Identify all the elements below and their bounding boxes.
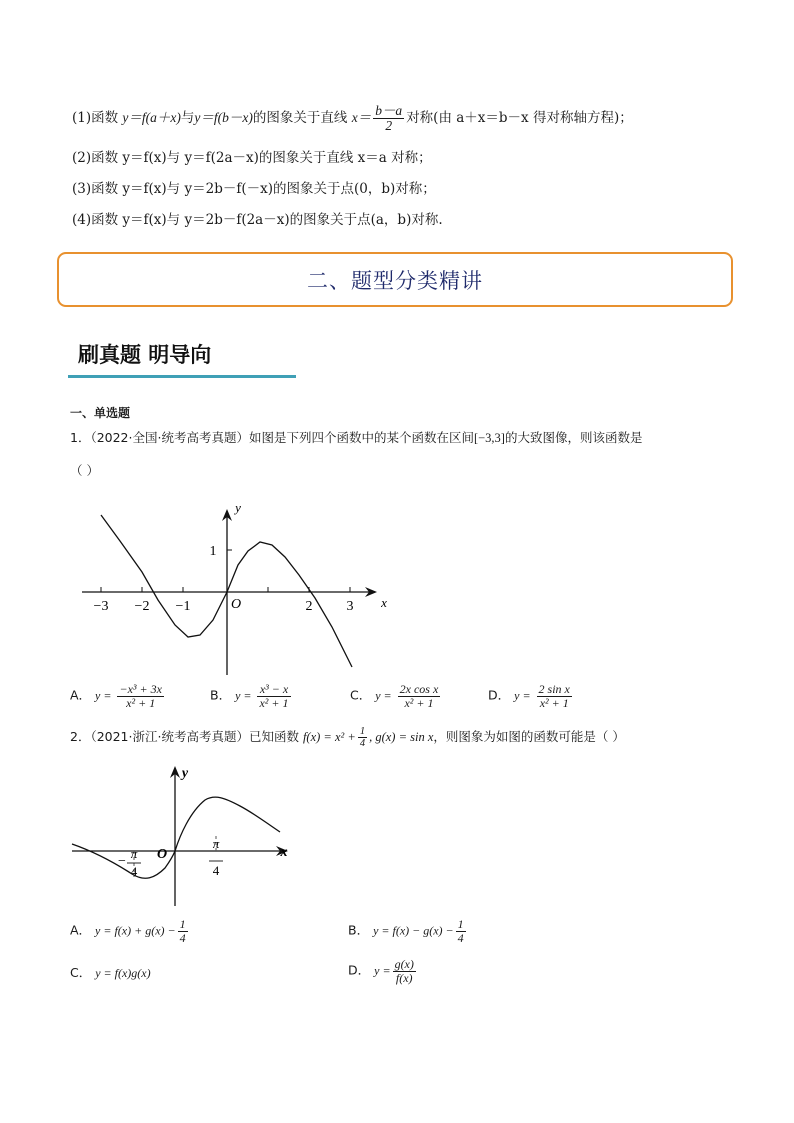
q2-x-label: x: [280, 845, 288, 860]
option-fraction: [456, 918, 466, 944]
q1-x-label: x: [381, 595, 387, 610]
fraction-numerator: x³ − x: [257, 683, 290, 697]
property-1-end: 对称(由 a＋x＝b－x 得对称轴方程)；: [406, 110, 633, 127]
option-expr: y =: [374, 963, 391, 978]
property-1-prefix: (1)函数: [72, 110, 119, 127]
q2-neg-tick-num: π: [130, 846, 138, 861]
option-expr: y = f(x) − g(x) −: [373, 923, 454, 938]
option-label: A．: [70, 922, 92, 938]
q1-interval: [−3,3]: [473, 431, 505, 445]
option-fraction: [393, 958, 416, 984]
q2-g-definition: , g(x) = sin x: [369, 730, 434, 745]
option-fraction: [117, 683, 163, 709]
q1-tick-label: −2: [134, 599, 150, 614]
q2-origin-label: O: [156, 847, 168, 862]
q2-option-d[interactable]: [348, 958, 418, 984]
banner-title: 二、题型分类精讲: [307, 268, 483, 293]
option-lhs: y =: [375, 688, 392, 703]
option-label: D．: [488, 687, 511, 703]
q2-graph: [70, 760, 300, 910]
property-1-x-eq: x＝: [351, 110, 372, 126]
fraction-denominator: 4: [359, 738, 366, 750]
q2-neg-tick-den: 4: [130, 864, 138, 879]
option-fraction: [257, 683, 290, 709]
option-label: B．: [348, 922, 370, 938]
q2-f-fraction: [358, 726, 367, 749]
fraction-denominator: x² + 1: [126, 695, 156, 710]
fraction-denominator: f(x): [395, 970, 413, 985]
fraction-numerator: 1: [359, 726, 366, 737]
property-1: [72, 104, 633, 133]
option-fraction: [398, 683, 441, 709]
option-label: B．: [210, 687, 232, 703]
option-label: C．: [70, 965, 92, 980]
option-lhs: y =: [235, 688, 252, 703]
property-2: (2)函数 y＝f(x)与 y＝f(2a－x)的图象关于直线 x＝a 对称；: [72, 150, 432, 166]
option-label: D．: [348, 962, 371, 978]
question-1-stem: [70, 428, 642, 446]
fraction-denominator: x² + 1: [404, 695, 434, 710]
property-1-expr-b: y＝f(b－x): [194, 110, 253, 126]
section-underline: [68, 375, 296, 378]
fraction-numerator: 1: [179, 917, 186, 931]
option-label: A．: [70, 687, 92, 703]
q2-f-definition: f(x) = x² +: [302, 730, 356, 745]
property-3: (3)函数 y＝f(x)与 y＝2b－f(－x)的图象关于点(0，b)对称；: [72, 181, 436, 197]
fraction-denominator: 4: [179, 930, 186, 945]
fraction-numerator: g(x): [394, 957, 414, 971]
question-type-heading: 一、单选题: [70, 406, 131, 420]
q2-stem-end: ，则图象为如图的函数可能是（ ）: [433, 729, 625, 745]
q1-stem-end: 的大致图像，则该函数是: [504, 430, 643, 445]
q1-option-b[interactable]: [210, 683, 293, 709]
option-label: C．: [350, 687, 372, 703]
question-2-stem: [70, 726, 625, 749]
q1-stem-text: 1．（2022·全国·统考高考真题）如图是下列四个函数中的某个函数在区间: [70, 430, 474, 445]
option-fraction: [537, 683, 572, 709]
option-expr: y = f(x) + g(x) −: [95, 923, 176, 938]
fraction-numerator: −x³ + 3x: [119, 682, 162, 696]
q1-answer-paren: （ ）: [70, 463, 99, 478]
q1-tick-label: −3: [93, 599, 109, 614]
q1-option-d[interactable]: [488, 683, 574, 709]
fraction-numerator: 2 sin x: [538, 682, 570, 696]
property-1-tail: 的图象关于直线: [252, 110, 348, 127]
option-expr: y = f(x)g(x): [95, 966, 151, 980]
q2-y-label: y: [181, 766, 189, 781]
section-banner: [57, 252, 733, 307]
q1-tick-label: 3: [346, 599, 354, 614]
property-4: (4)函数 y＝f(x)与 y＝2b－f(2a－x)的图象关于点(a，b)对称.: [72, 212, 443, 228]
property-1-fraction: [373, 104, 404, 133]
q1-graph: [70, 495, 400, 680]
property-1-expr-a: y＝f(a＋x): [122, 110, 181, 126]
fraction-denominator: 4: [457, 930, 464, 945]
fraction-numerator: 1: [457, 917, 464, 931]
q2-pos-tick-den: 4: [212, 863, 220, 878]
q1-origin-label: O: [230, 597, 242, 612]
q1-option-c[interactable]: [350, 683, 442, 709]
q2-pos-tick-num: π: [212, 836, 220, 851]
q1-option-a[interactable]: [70, 683, 166, 709]
fraction-numerator: b－a: [375, 103, 403, 118]
option-lhs: y =: [514, 688, 531, 703]
q2-curve: [72, 797, 280, 878]
q2-option-c[interactable]: [70, 963, 151, 981]
fraction-denominator: x² + 1: [259, 695, 289, 710]
fraction-numerator: 2x cos x: [399, 682, 439, 696]
q1-y-tick-label: 1: [209, 544, 217, 559]
q2-neg-sign: −: [118, 854, 126, 869]
q1-tick-label: −1: [175, 599, 191, 614]
q2-stem-text: 2．（2021·浙江·统考高考真题）已知函数: [70, 729, 299, 745]
q1-y-label: y: [235, 500, 241, 515]
fraction-denominator: 2: [385, 118, 393, 134]
section-title: 刷真题 明导向: [78, 343, 212, 367]
q2-option-a[interactable]: [70, 918, 190, 944]
property-1-mid: 与: [180, 110, 195, 127]
q1-tick-label: 2: [305, 599, 313, 614]
option-lhs: y =: [95, 688, 112, 703]
option-fraction: [178, 918, 188, 944]
q2-option-b[interactable]: [348, 918, 468, 944]
fraction-denominator: x² + 1: [539, 695, 569, 710]
